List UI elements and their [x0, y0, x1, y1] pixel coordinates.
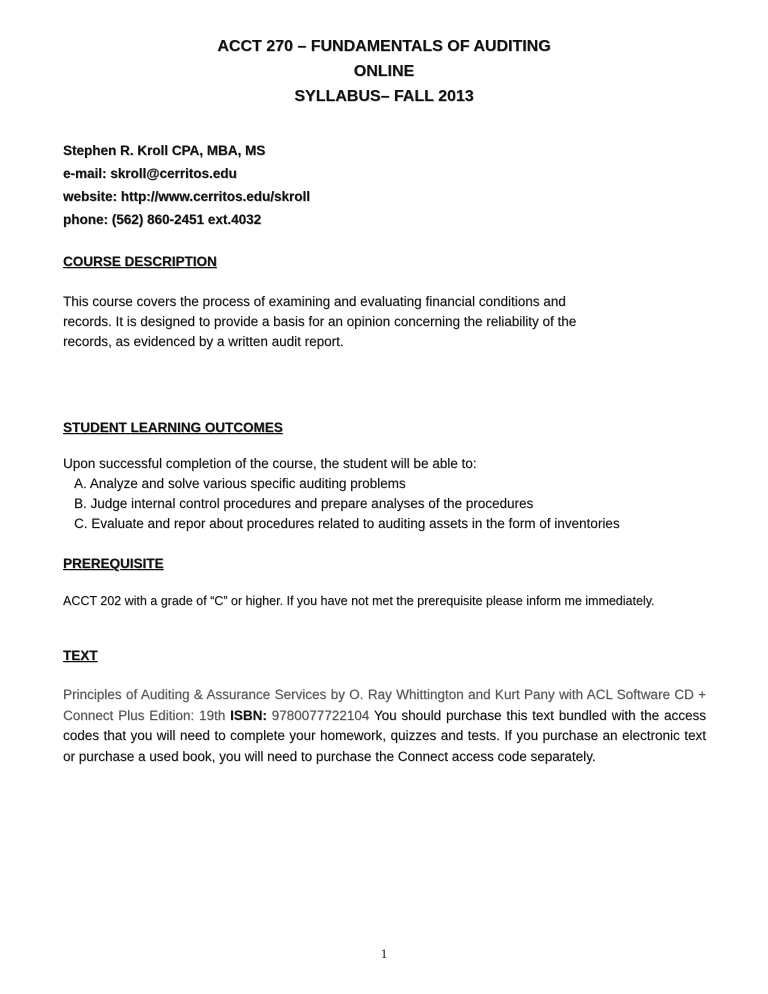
textbook-purchase-note: You should purchase this text bundled with the access codes that you will need to complete your homework, quizzes and tests. If you purchase an electronic text or purchase a used book, you will need to purchase the Connect access code separately.	[63, 707, 706, 764]
syllabus-term: SYLLABUS– FALL 2013	[294, 88, 474, 105]
prerequisite-heading: PREREQUISITE	[63, 556, 164, 571]
learning-outcomes-heading: STUDENT LEARNING OUTCOMES	[63, 420, 283, 435]
course-description-line: This course covers the process of examining and evaluating financial conditions and	[63, 294, 566, 309]
course-description-text	[63, 292, 576, 352]
instructor-email: e-mail: skroll@cerritos.edu	[63, 166, 237, 181]
course-format: ONLINE	[353, 63, 415, 80]
instructor-website: website: http://www.cerritos.edu/skroll	[63, 189, 311, 204]
course-title: ACCT 270 – FUNDAMENTALS OF AUDITING	[217, 38, 551, 55]
course-description-line: records. It is designed to provide a basis for an opinion concerning the reliability of the	[63, 314, 577, 329]
instructor-phone: phone: (562) 860-2451 ext.4032	[63, 212, 262, 227]
course-description-heading: COURSE DESCRIPTION	[63, 254, 217, 269]
course-description-line: records, as evidenced by a written audit report.	[63, 334, 344, 349]
outcome-item: B. Judge internal control procedures and prepare analyses of the procedures	[74, 496, 534, 511]
page-number: 1	[380, 946, 388, 961]
outcome-item: C. Evaluate and repor about procedures related to auditing assets in the form of inventories	[74, 516, 620, 531]
text-heading: TEXT	[63, 648, 98, 663]
isbn-label: ISBN:	[230, 707, 267, 723]
prerequisite-text: ACCT 202 with a grade of “C” or higher. If you have not met the prerequisite please inform me immediately.	[63, 594, 655, 608]
instructor-name: Stephen R. Kroll CPA, MBA, MS	[63, 143, 266, 158]
textbook-title: Principles of Auditing & Assurance Services by O. Ray Whittington and Kurt Pany with ACL Software CD + Connect Plus Edition: 19th	[63, 687, 706, 723]
learning-outcomes-intro: Upon successful completion of the course, the student will be able to:	[63, 456, 477, 471]
textbook-description	[63, 685, 706, 767]
isbn-value: 9780077722104	[266, 707, 374, 723]
outcome-item: A. Analyze and solve various specific auditing problems	[74, 476, 406, 491]
